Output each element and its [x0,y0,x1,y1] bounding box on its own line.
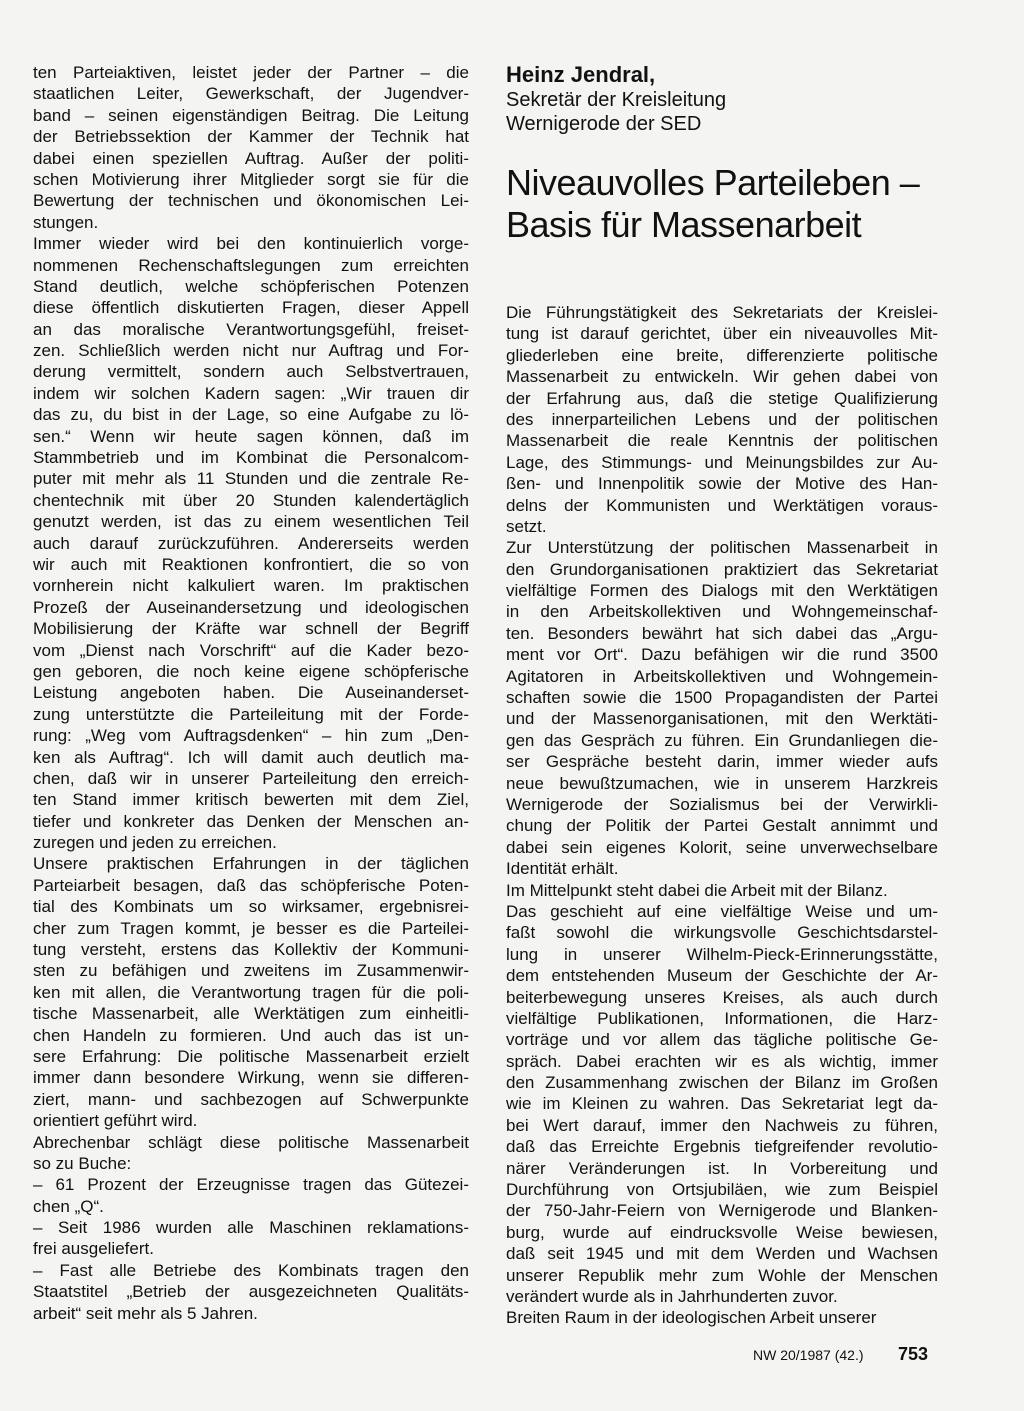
text-line: wie im Kleinen zu wahren. Das Sekretariat legt da- [506,1094,938,1114]
right-column-body [506,302,938,1329]
text-line: genutzt werden, ist das zu einem wesentlichen Teil [33,512,469,532]
text-line: Leistung angeboten haben. Die Auseinanderset- [33,683,469,703]
text-line: ken als Auftrag“. Ich will damit auch deutlich ma- [33,747,469,767]
text-line: ten. Besonders bewährt hat sich dabei das „Argu- [506,623,938,643]
text-line: vorträge und vor allem das tägliche politische Ge- [506,1030,938,1050]
text-line: verändert wurde als in Jahrhunderten zuvor. [506,1286,838,1306]
text-line: beiterbewegung unseres Kreises, als auch durch [506,987,938,1007]
text-line: frei ausgeliefert. [33,1239,154,1259]
text-line: chung der Politik der Partei Gestalt annimmt und [506,816,938,836]
text-line: tial des Kombinats um so wirksamer, ergebnisrei- [33,897,469,917]
text-line: der Betriebssektion der Kammer der Technik hat [33,127,469,147]
text-line: Wernigerode der Sozialismus bei der Verwirkli- [506,794,938,814]
text-line: chen „Q“. [33,1196,104,1216]
text-line: Parteiarbeit besagen, daß das schöpferische Poten- [33,875,469,895]
text-line: neue bewußtzumachen, wie in unserem Harzkreis [506,773,938,793]
text-line: ment vor Ort“. Dazu befähigen wir die rund 3500 [506,645,938,665]
text-line: vornherein nicht kalkuliert waren. Im praktischen [33,576,469,596]
text-line: tung versteht, erstens das Kollektiv der Kommuni- [33,940,469,960]
text-line: unserer Republik mehr zum Wohle der Menschen [506,1265,938,1285]
text-line: arbeit“ seit mehr als 5 Jahren. [33,1303,258,1323]
text-line: – 61 Prozent der Erzeugnisse tragen das Gütezei- [33,1175,469,1195]
text-line: setzt. [506,516,547,536]
author-role: Sekretär der Kreisleitung [506,89,727,111]
text-line: ser Gespräche besteht darin, immer wieder aufs [506,752,938,772]
text-line: Breiten Raum in der ideologischen Arbeit unserer [506,1308,877,1328]
headline-line-2: Basis für Massenarbeit [506,204,862,245]
text-line: chen, daß wir in unserer Parteileitung den erreich- [33,768,469,788]
text-line: tiefer und konkreter das Denken der Menschen an- [33,811,469,831]
text-line: tung ist darauf gerichtet, über ein niveauvolles Mit- [506,324,938,344]
text-line: cher zum Tragen kommt, je besser es die Parteilei- [33,918,469,938]
text-line: Zur Unterstützung der politischen Massenarbeit in [506,538,938,558]
author-affiliation: Wernigerode der SED [506,113,702,135]
text-line: gen das Gespräch zu führen. Ein Grundanliegen die- [506,730,938,750]
text-line: Das geschieht auf eine vielfältige Weise und um- [506,901,938,921]
author-name: Heinz Jendral, [506,62,656,87]
text-line: Mobilisierung der Kräfte war schnell der Begriff [33,619,469,639]
text-line: Massenarbeit die reale Kenntnis der politischen [506,431,938,451]
text-line: sen.“ Wenn wir heute sagen können, daß im [33,426,469,446]
text-line: Staatstitel „Betrieb der ausgezeichneten Qualitäts- [33,1282,469,1302]
text-line: in den Arbeitskollektiven und Wohngemeinschaf- [506,602,938,622]
text-line: ziert, mann- und sachbezogen auf Schwerpunkte [33,1089,469,1109]
text-line: – Fast alle Betriebe des Kombinats tragen den [33,1260,469,1280]
text-line: Durchführung von Ortsjubiläen, wie zum Beispiel [506,1180,938,1200]
text-line: der Erfahrung aus, daß die stetige Qualifizierung [506,388,938,408]
text-line: der 750-Jahr-Feiern von Wernigerode und Blanken- [506,1201,938,1221]
text-line: den Zusammenhang zwischen der Bilanz im Großen [506,1073,938,1093]
text-line: daß seit 1945 und mit dem Werden und Wachsen [506,1244,938,1264]
text-line: lung in unserer Wilhelm-Pieck-Erinnerungsstätte, [506,944,938,964]
text-line: so zu Buche: [33,1153,132,1173]
text-line: Lage, des Stimmungs- und Meinungsbildes zur Au- [506,452,938,472]
text-line: ten Parteiaktiven, leistet jeder der Partner – die [33,63,469,82]
text-line: wir auch mit Reaktionen konfrontiert, die so von [33,554,469,574]
text-line: sten zu befähigen und zweitens im Zusammenwir- [33,961,469,981]
text-line: Massenarbeit zu entwickeln. Wir gehen dabei von [506,367,938,387]
text-line: schaften sowie die 1500 Propagandisten der Partei [506,688,938,708]
text-line: gliederleben eine breite, differenzierte politische [506,345,938,365]
text-line: dabei sein eigenes Kolorit, seine unverwechselbare [506,837,938,857]
text-line: Abrechenbar schlägt diese politische Massenarbeit [33,1132,469,1152]
page-number: 753 [898,1344,929,1364]
text-line: puter mit mehr als 11 Stunden und die zentrale Re- [33,469,469,489]
article-headline [506,162,938,246]
text-line: vom „Dienst nach Vorschrift“ auf die Kader bezo- [33,640,469,660]
text-line: orientiert geführt wird. [33,1111,198,1131]
text-line: ken mit allen, die Verantwortung tragen für die poli- [33,982,469,1002]
text-line: spräch. Dabei erachten wir es als wichtig, immer [506,1051,938,1071]
text-line: Stammbetrieb und im Kombinat die Personalcom- [33,448,469,468]
text-line: faßt sowohl die wirkungsvolle Geschichtsdarstel- [506,923,938,943]
text-line: derung vermittelt, sondern auch Selbstvertrauen, [33,362,469,382]
text-line: nommenen Rechenschaftslegungen zum erreichten [33,255,469,275]
text-line: ten Stand immer kritisch bewerten mit dem Ziel, [33,790,469,810]
text-line: daß das Erreichte Ergebnis tiefgreifender revolutio- [506,1137,938,1157]
text-line: staatlichen Leiter, Gewerkschaft, der Jugendver- [33,84,469,104]
text-line: dabei einen speziellen Auftrag. Außer der politi- [33,148,469,168]
text-line: Stand deutlich, welche schöpferischen Potenzen [33,276,469,296]
text-line: an das moralische Verantwortungsgefühl, freiset- [33,319,469,339]
text-line: band – seinen eigenständigen Beitrag. Die Leitung [33,105,469,125]
text-line: närer Veränderungen ist. In Vorbereitung und [506,1158,938,1178]
text-line: diese öffentlich diskutierten Fragen, dieser Appell [33,298,469,318]
text-line: zen. Schließlich werden nicht nur Auftrag und For- [33,341,469,361]
text-line: zung unterstützte die Parteileitung mit der Forde- [33,704,469,724]
text-line: Bewertung der technischen und ökonomischen Lei- [33,191,469,211]
text-line: Agitatoren in Arbeitskollektiven und Wohngemein- [506,666,938,686]
text-line: das zu, du bist in der Lage, so eine Aufgabe zu lö- [33,405,469,425]
text-line: den Grundorganisationen praktiziert das Sekretariat [506,559,938,579]
text-line: des innerparteilichen Lebens und der politischen [506,409,938,429]
text-line: gen geboren, die noch keine eigene schöpferische [33,661,469,681]
text-line: Immer wieder wird bei den kontinuierlich vorge- [33,234,469,254]
text-line: schen Motivierung ihrer Mitglieder sorgt sie für die [33,169,469,189]
text-line: stungen. [33,212,99,232]
text-line: – Seit 1986 wurden alle Maschinen reklamations- [33,1218,469,1238]
text-line: chentechnik mit über 20 Stunden kalendertäglich [33,490,469,510]
right-column [506,62,938,1328]
text-line: Unsere praktischen Erfahrungen in der täglichen [33,854,469,874]
text-line: tische Massenarbeit, alle Werktätigen zum einheitli- [33,1004,469,1024]
left-column [33,62,469,1324]
headline-line-1: Niveauvolles Parteileben – [506,162,920,203]
text-line: und der Massenorganisationen, mit den Werktäti- [506,709,938,729]
text-line: Prozeß der Auseinandersetzung und ideologischen [33,597,469,617]
text-line: chen Handeln zu formieren. Und auch das ist un- [33,1025,469,1045]
text-line: indem wir solchen Kadern sagen: „Wir trauen dir [33,383,469,403]
text-line: vielfältige Formen des Dialogs mit den Werktätigen [506,581,938,601]
issue-footer: NW 20/1987 (42.) [753,1347,864,1363]
text-line: Identität erhält. [506,859,619,879]
text-line: vielfältige Publikationen, Informationen, die Harz- [506,1008,938,1028]
text-line: auch darauf zurückzuführen. Andererseits werden [33,533,469,553]
text-line: burg, wurde auf eindrucksvolle Weise bewiesen, [506,1222,938,1242]
text-line: delns der Kommunisten und Werktätigen voraus- [506,495,938,515]
text-line: zuregen und jeden zu erreichen. [33,833,277,853]
text-line: Die Führungstätigkeit des Sekretariats der Kreislei- [506,303,938,322]
text-line: sere Erfahrung: Die politische Massenarbeit erzielt [33,1046,469,1066]
text-line: dem entstehenden Museum der Geschichte der Ar- [506,966,938,986]
text-line: Im Mittelpunkt steht dabei die Arbeit mit der Bilanz. [506,880,888,900]
text-line: immer dann besondere Wirkung, wenn sie differen- [33,1068,469,1088]
text-line: rung: „Weg vom Auftragsdenken“ – hin zum „Den- [33,726,469,746]
text-line: ßen- und Innenpolitik sowie der Motive des Han- [506,474,938,494]
text-line: bei Wert darauf, immer den Nachweis zu führen, [506,1115,938,1135]
